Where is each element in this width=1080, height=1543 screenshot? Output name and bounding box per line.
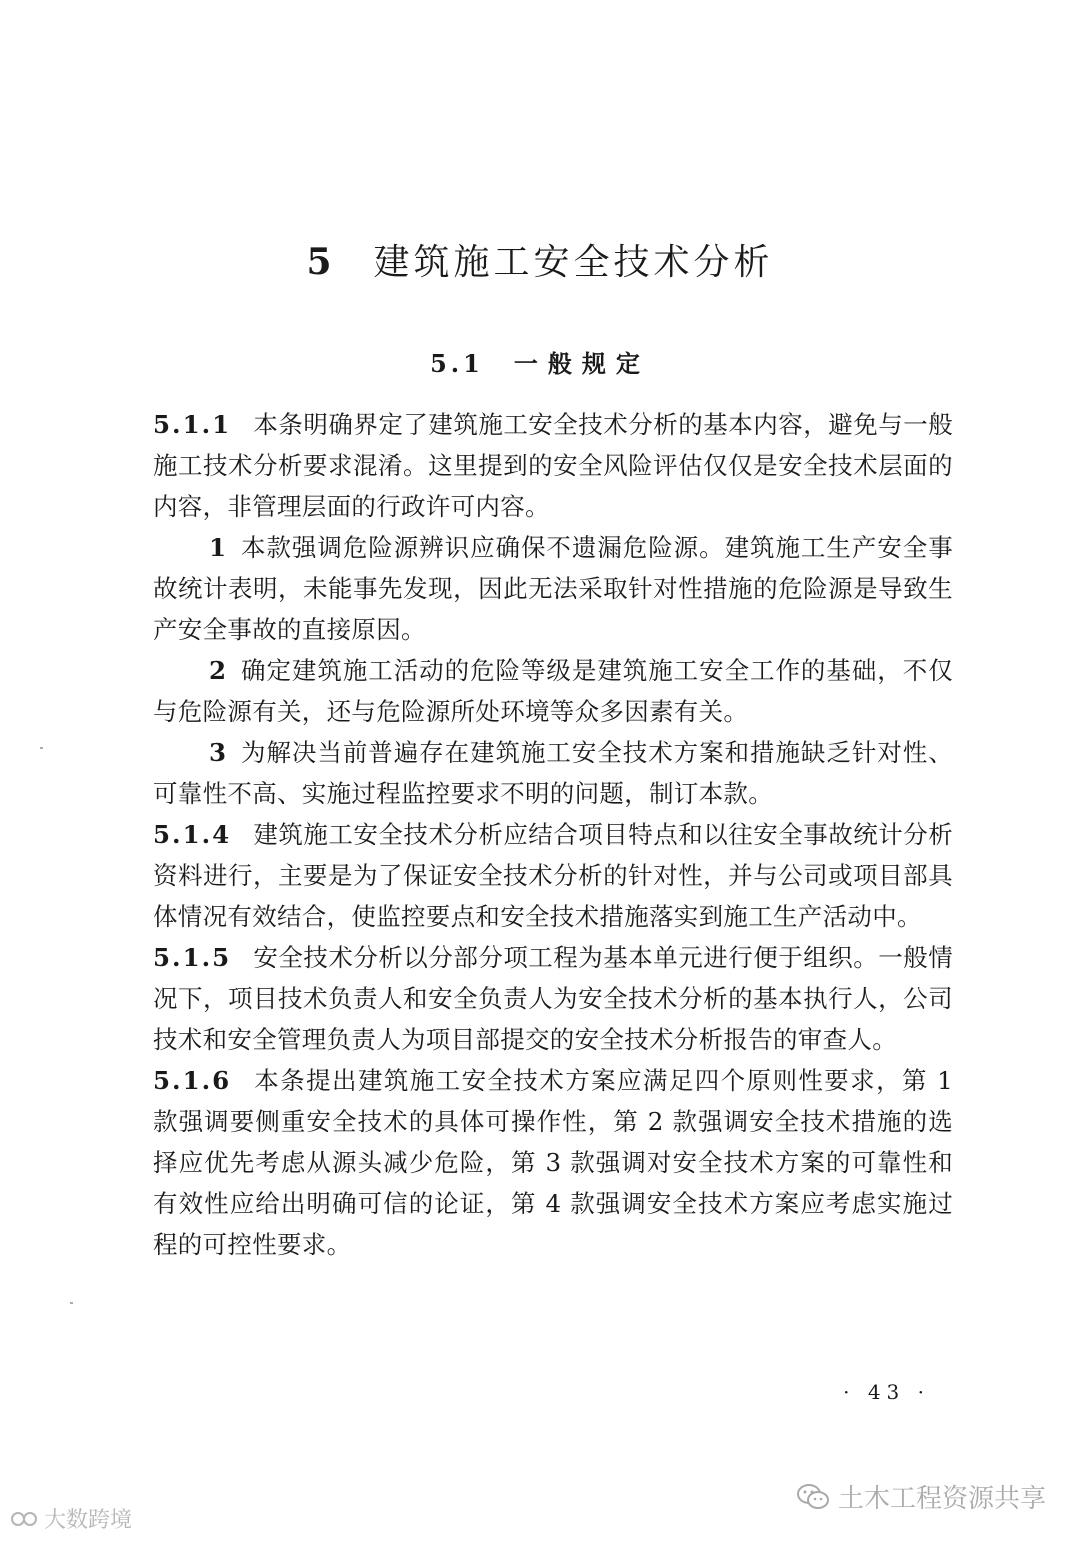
paragraph-text: 安全技术分析以分部分项工程为基本单元进行便于组织。一般情况下，项目技术负责人和安全负责人为安全技术分析的基本执行人，公司技术和安全管理负责人为项目部提交的安全技术分析报告的审查人。	[153, 943, 953, 1054]
chapter-number: 5	[306, 241, 336, 283]
brand-watermark-text: 大数跨境	[44, 1508, 133, 1533]
paragraph-text: 建筑施工安全技术分析应结合项目特点和以往安全事故统计分析资料进行，主要是为了保证安全技术分析的针对性，并与公司或项目部具体情况有效结合，使监控要点和安全技术措施落实到施工生产活动中。	[153, 820, 953, 931]
section-number: 5.1	[430, 349, 484, 378]
section-heading	[0, 344, 1080, 379]
list-item-paragraph	[153, 527, 953, 650]
paragraph-text: 为解决当前普遍存在建筑施工安全技术方案和措施缺乏针对性、可靠性不高、实施过程监控要求不明的问题，制订本款。	[153, 738, 953, 808]
brand-watermark	[10, 1503, 132, 1534]
wechat-watermark	[796, 1478, 1046, 1515]
section-title: 一般规定	[513, 349, 650, 378]
brand-logo-icon	[10, 1508, 40, 1530]
body-text	[153, 404, 953, 1265]
chapter-heading	[0, 234, 1080, 285]
clause-number: 5.1.6	[153, 1066, 232, 1095]
scan-speck	[40, 747, 43, 749]
clause-number: 5.1.5	[153, 943, 232, 972]
clause-paragraph	[153, 1060, 953, 1265]
clause-paragraph	[153, 937, 953, 1060]
clause-paragraph	[153, 814, 953, 937]
page-number: · 43 ·	[843, 1380, 930, 1404]
item-number: 1	[209, 533, 227, 562]
scan-speck	[70, 1302, 73, 1304]
item-number: 3	[209, 738, 227, 767]
item-number: 2	[209, 656, 227, 685]
paragraph-text: 本条提出建筑施工安全技术方案应满足四个原则性要求，第 1 款强调要侧重安全技术的具体可操作性，第 2 款强调安全技术措施的选择应优先考虑从源头减少危险，第 3 款强调对安全技术方案的可靠性和有效性应给出明确可信的论证，第 4 款强调安全技术方案应考虑实施过程的可控性要求。	[153, 1066, 953, 1259]
clause-paragraph	[153, 404, 953, 527]
paragraph-text: 本款强调危险源辨识应确保不遗漏危险源。建筑施工生产安全事故统计表明，未能事先发现，因此无法采取针对性措施的危险源是导致生产安全事故的直接原因。	[153, 533, 953, 644]
list-item-paragraph	[153, 732, 953, 814]
wechat-icon	[796, 1482, 830, 1512]
clause-number: 5.1.1	[153, 410, 232, 439]
chapter-title: 建筑施工安全技术分析	[373, 242, 774, 283]
paragraph-text: 本条明确界定了建筑施工安全技术分析的基本内容，避免与一般施工技术分析要求混淆。这里提到的安全风险评估仅仅是安全技术层面的内容，非管理层面的行政许可内容。	[153, 410, 953, 521]
list-item-paragraph	[153, 650, 953, 732]
wechat-watermark-text: 土木工程资源共享	[837, 1484, 1046, 1514]
clause-number: 5.1.4	[153, 820, 232, 849]
paragraph-text: 确定建筑施工活动的危险等级是建筑施工安全工作的基础，不仅与危险源有关，还与危险源所处环境等众多因素有关。	[153, 656, 953, 726]
